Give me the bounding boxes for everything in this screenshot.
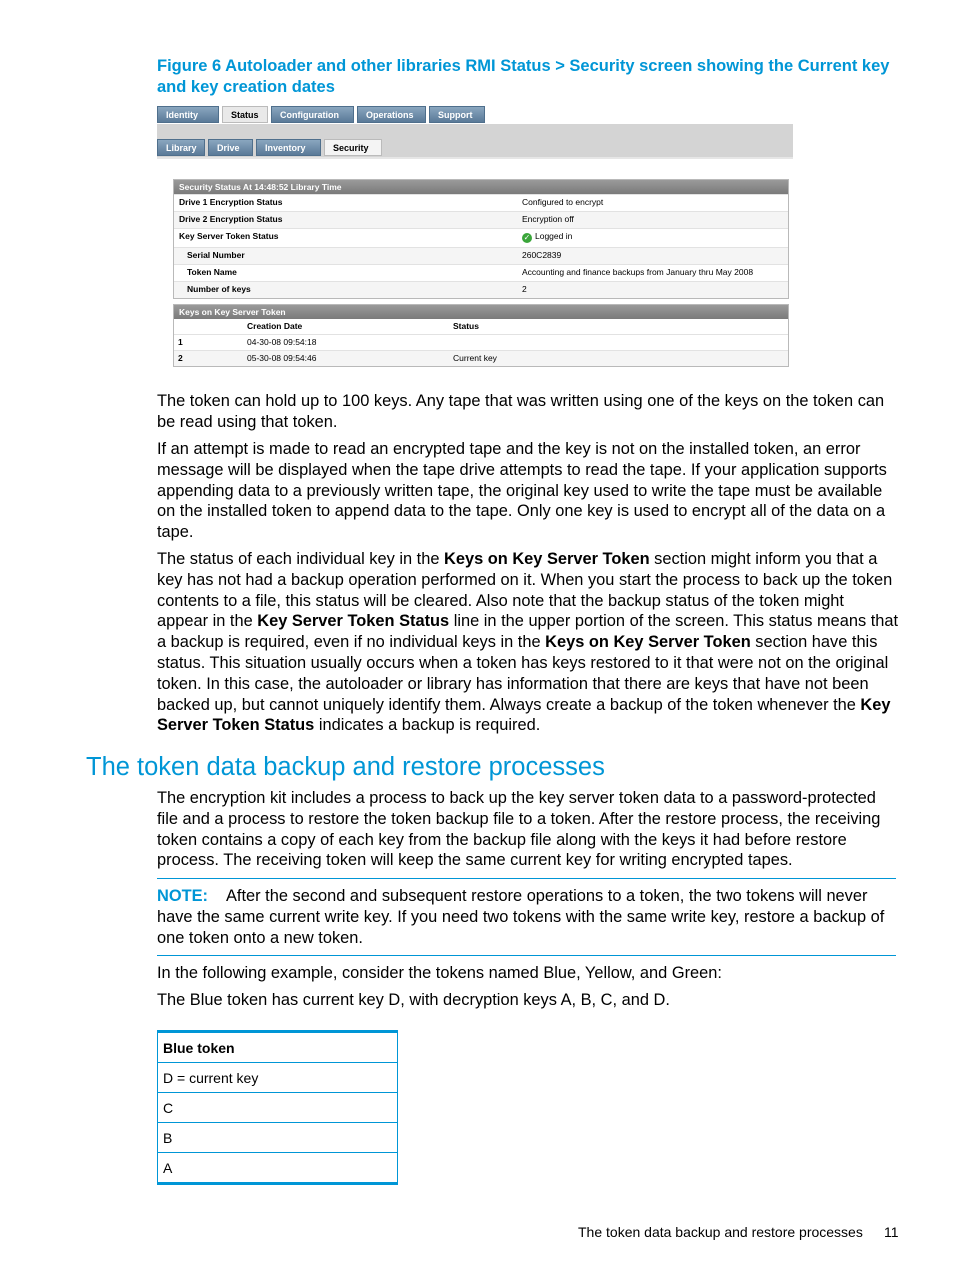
status-row	[174, 211, 788, 228]
status-row	[174, 247, 788, 264]
tab-band-divider	[157, 157, 793, 159]
body-paragraph: The token can hold up to 100 keys. Any tape that was written using one of the keys on the token can be read using that token.	[157, 392, 885, 431]
key-row	[174, 350, 788, 366]
tab-security[interactable]: Security	[324, 139, 382, 156]
text-run: section have this status. This situation usually occurs when a token has keys restored to it that were not on the original token. In this case, the autoloader or library has information that there are keys that have not been backed up, but cannot uniquely identify them. Always create a backup of the token whenever the	[157, 633, 889, 714]
status-label: Number of keys	[187, 284, 251, 294]
status-value: Accounting and finance backups from January thru May 2008	[522, 267, 754, 277]
keys-panel	[173, 304, 789, 367]
tab-identity[interactable]: Identity	[157, 106, 219, 123]
text-run: indicates a backup is required.	[314, 716, 541, 735]
tab-drive[interactable]: Drive	[208, 139, 253, 156]
note-text-block	[157, 886, 896, 948]
status-label: Key Server Token Status	[179, 231, 279, 241]
status-label: Drive 2 Encryption Status	[179, 214, 283, 224]
table-cell: D = current key	[158, 1063, 398, 1093]
body-paragraph: In the following example, consider the tokens named Blue, Yellow, and Green:	[157, 964, 722, 982]
status-row	[174, 264, 788, 281]
status-label: Drive 1 Encryption Status	[179, 197, 283, 207]
status-value: Logged in	[535, 231, 573, 241]
security-status-title: Security Status At 14:48:52 Library Time	[174, 180, 788, 194]
table-cell: C	[158, 1093, 398, 1123]
key-status: Current key	[453, 353, 497, 363]
text-run: line in the upper portion of the screen. This status means that a backup is required, even if no individual keys in the	[157, 612, 899, 652]
page-number: 11	[884, 1224, 899, 1240]
status-value: 260C2839	[522, 250, 562, 260]
keys-col-status: Status	[453, 321, 479, 331]
key-date: 05-30-08 09:54:46	[247, 353, 317, 363]
body-paragraph	[157, 549, 899, 736]
status-label: Token Name	[187, 267, 237, 277]
status-row	[174, 194, 788, 211]
section-heading: The token data backup and restore processes	[86, 753, 605, 781]
figure-caption: Figure 6 Autoloader and other libraries RMI Status > Security screen showing the Current key and key creation dates	[157, 57, 890, 96]
status-row	[174, 281, 788, 298]
sub-tabs	[157, 139, 382, 156]
status-value-wrap	[522, 229, 572, 244]
bold-term: Key Server Token Status	[157, 695, 891, 735]
note-text: After the second and subsequent restore operations to a token, the two tokens will never have the same current write key. If you need two tokens with the same write key, restore a backup of one token onto a new token.	[157, 887, 885, 947]
tab-library[interactable]: Library	[157, 139, 205, 156]
tab-support[interactable]: Support	[429, 106, 485, 123]
table-cell: B	[158, 1123, 398, 1153]
text-run: The status of each individual key in the	[157, 550, 445, 568]
note-label: NOTE:	[157, 887, 208, 905]
keys-panel-title: Keys on Key Server Token	[174, 305, 788, 319]
bold-term: Key Server Token Status	[257, 612, 450, 631]
keys-header-row	[174, 319, 788, 334]
key-date: 04-30-08 09:54:18	[247, 337, 317, 347]
blue-token-table	[157, 1030, 398, 1185]
security-status-panel	[173, 179, 789, 299]
tab-inventory[interactable]: Inventory	[256, 139, 321, 156]
tab-configuration[interactable]: Configuration	[271, 106, 354, 123]
key-num: 1	[178, 337, 183, 347]
rmi-screenshot	[157, 106, 793, 372]
key-num: 2	[178, 353, 183, 363]
keys-col-date: Creation Date	[247, 321, 303, 331]
tab-status[interactable]: Status	[222, 106, 268, 123]
table-cell: A	[158, 1153, 398, 1184]
main-tabs	[157, 106, 485, 123]
body-paragraph: If an attempt is made to read an encrypted tape and the key is not on the installed token, an error message will be displayed when the tape drive attempts to read the tape. If your application supports appending data to a previously written tape, the original key used to write the tape must be available on the installed token to append data to the tape. Only one key is used to encrypt all of the data on a tape.	[157, 440, 887, 542]
body-paragraph: The encryption kit includes a process to back up the key server token data to a password-protected file and a process to restore the token backup file to a token. After the restore process, the receiving token contains a copy of each key from the backup file along with the keys it had before restore process. The receiving token will keep the same current key for writing encrypted tapes.	[157, 789, 881, 870]
bold-term: Keys on Key Server Token	[545, 633, 751, 652]
footer-title: The token data backup and restore processes	[578, 1224, 863, 1240]
table-header: Blue token	[158, 1032, 398, 1063]
status-value: 2	[522, 284, 527, 294]
key-row	[174, 334, 788, 350]
check-circle-icon: ✓	[523, 233, 531, 242]
bold-term: Keys on Key Server Token	[444, 550, 650, 568]
note-box	[157, 878, 896, 956]
status-label: Serial Number	[187, 250, 245, 260]
tab-operations[interactable]: Operations	[357, 106, 426, 123]
text-run: section might inform you that a key has not had a backup operation performed on it. When you start the process to back up the token contents to a file, this status will be cleared. Also note that the backup status of the token might appear in the	[157, 550, 893, 631]
status-row	[174, 228, 788, 247]
status-value: Encryption off	[522, 214, 574, 224]
body-paragraph: The Blue token has current key D, with decryption keys A, B, C, and D.	[157, 991, 670, 1009]
status-value: Configured to encrypt	[522, 197, 604, 207]
